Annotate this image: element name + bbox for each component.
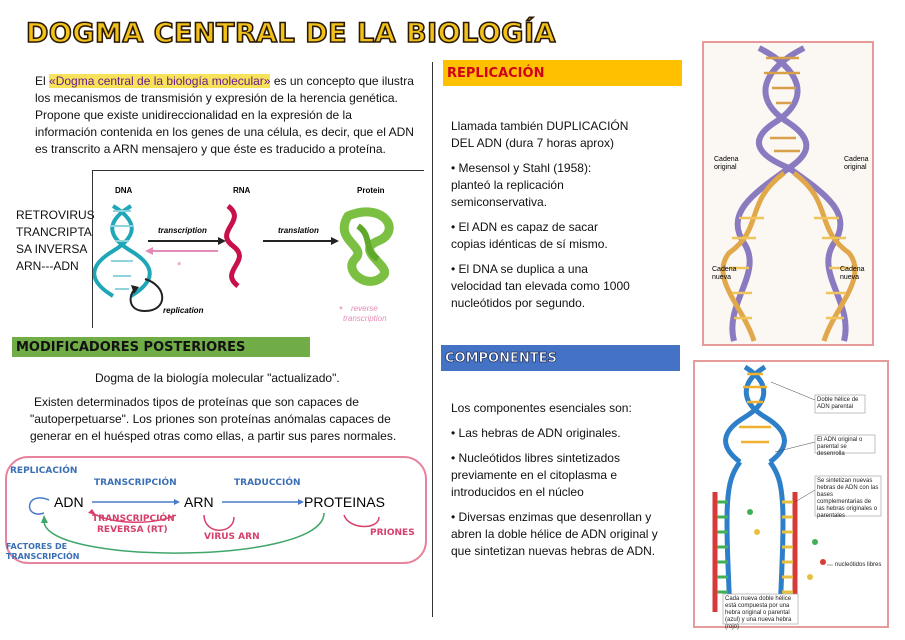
modificadores-text: Existen determinados tipos de proteínas que son capaces de "autoperpetuarse". Los priones son proteínas anómalas capaces de generar en el huésped otras como ellas, a partir sus pares normales.	[30, 395, 397, 443]
reverse-label: reverse	[351, 304, 378, 313]
translation-label: translation	[278, 226, 319, 235]
rna-label: RNA	[233, 186, 251, 195]
replicacion-item: • El DNA se duplica a una velocidad tan elevada como 1000 nucleótidos por segundo.	[451, 262, 630, 310]
free-nucleotides-caption: nucleótidos libres	[835, 562, 882, 568]
transcripcion-label: TRANSCRIPCIÓN	[94, 478, 177, 488]
cadena-original-right-l2: original	[844, 164, 867, 171]
rna-strand-icon	[227, 206, 240, 286]
retrovirus-line: RETROVIRUS	[16, 208, 95, 222]
componentes-list	[451, 400, 666, 568]
column-divider	[432, 62, 433, 617]
cadena-original-left-l1: Cadena	[714, 156, 739, 163]
dogma-figure	[92, 170, 424, 328]
reverse-transcription-label: transcription	[343, 314, 387, 323]
replicacion-item: • El ADN es capaz de sacar copias idénticas de sí mismo.	[451, 220, 608, 251]
virus-label: VIRUS ARN	[204, 532, 260, 542]
priones-label: PRIONES	[370, 528, 415, 538]
reverse-star-icon-2: *	[339, 305, 343, 316]
priones-loop-arrow	[344, 515, 379, 527]
step1-caption: Doble hélice de ADN parental	[817, 397, 859, 410]
virus-loop-arrow	[204, 515, 234, 530]
arn-node: ARN	[184, 494, 214, 510]
traduccion-label: TRADUCCIÓN	[234, 478, 301, 488]
translation-arrowhead	[331, 237, 339, 245]
componentes-item: Los componentes esenciales son:	[451, 401, 632, 415]
step2-caption: El ADN original o parental se desenrolla	[817, 437, 863, 457]
componentes-item: • Nucleótidos libres sintetizados previamente en el citoplasma e introducidos en el núcleo	[451, 451, 620, 499]
componentes-item: • Las hebras de ADN originales.	[451, 426, 621, 440]
componentes-item: • Diversas enzimas que desenrollan y abren la doble hélice de ADN original y que sintetizan nuevas hebras de ADN.	[451, 510, 658, 558]
cadena-nueva-left-l1: Cadena	[712, 266, 737, 273]
replication-loop-arrow	[30, 498, 49, 514]
adn-node: ADN	[54, 494, 84, 510]
factores-label-line2: TRANSCRIPCIÓN	[6, 552, 80, 561]
componentes-heading: COMPONENTES	[441, 345, 680, 371]
replication-figure-svg	[704, 43, 872, 344]
intro-prefix: El	[35, 74, 50, 88]
step4-caption: Cada nueva doble hélice está compuesta por una hebra original o parental (azul) y una nueva hebra (rojo)	[725, 596, 792, 630]
rt-label-line1: TRANSCRIPCIÓN	[92, 514, 175, 524]
proteinas-node: PROTEINAS	[304, 494, 385, 510]
cadena-nueva-left-l2: nueva	[712, 274, 732, 281]
replicacion-list	[451, 118, 631, 320]
cadena-original-left-l2: original	[714, 164, 737, 171]
intro-highlight: «Dogma central de la biología molecular»	[49, 74, 271, 88]
cadena-original-right-l1: Cadena	[844, 156, 869, 163]
factores-arrow	[44, 513, 324, 553]
rt-label-line2: REVERSA (RT)	[97, 525, 168, 535]
retrovirus-line: ARN---ADN	[16, 259, 79, 273]
factores-arrowhead	[41, 515, 48, 523]
modificadores-heading: MODIFICADORES POSTERIORES	[12, 337, 310, 357]
replicacion-item: • Mesensol y Stahl (1958): planteó la replicación semiconservativa.	[451, 161, 592, 209]
components-figure	[693, 360, 889, 628]
dogma-figure-svg	[93, 171, 425, 329]
cadena-nueva-right-l2: nueva	[840, 274, 860, 281]
replication-figure	[702, 41, 874, 346]
reverse-arrowhead	[145, 247, 153, 255]
transcription-label: transcription	[158, 226, 207, 235]
step3-caption: Se sintetizan nuevas hebras de ADN con las bases complementarias de las hebras originales o parentales	[817, 478, 879, 519]
retrovirus-line: SA INVERSA	[16, 242, 88, 256]
modificadores-subtitle: Dogma de la biología molecular "actualizado".	[95, 371, 340, 385]
updated-dogma-svg	[4, 455, 428, 567]
factores-label-line1: FACTORES DE	[6, 542, 68, 551]
replicacion-label: REPLICACIÓN	[10, 466, 78, 476]
page-title: DOGMA CENTRAL DE LA BIOLOGÍA	[26, 18, 556, 49]
intro-body: es un concepto que ilustra los mecanismos de transmisión y expresión de la herencia genética. Propone que existe unidireccionalidad en la expresión de la información contenida en los genes de una célula, es decir, que el ADN es transcrito a ARN mensajero y que éste es traducido a proteína.	[35, 74, 414, 156]
protein-label: Protein	[357, 186, 385, 195]
retrovirus-note	[16, 207, 96, 275]
protein-blob-icon	[344, 212, 389, 281]
updated-dogma-diagram	[4, 455, 428, 567]
dna-label: DNA	[115, 186, 133, 195]
reverse-star-icon: *	[177, 260, 182, 272]
replication-label: replication	[163, 306, 204, 315]
cadena-nueva-right-l1: Cadena	[840, 266, 865, 273]
retrovirus-line: TRANCRIPTA	[16, 225, 92, 239]
replicacion-heading: REPLICACIÓN	[443, 60, 682, 86]
replicacion-item: Llamada también DUPLICACIÓN DEL ADN (dura 7 horas aprox)	[451, 119, 629, 150]
dna-helix-icon	[94, 206, 150, 296]
intro-paragraph	[35, 73, 415, 158]
transcripcion-arrowhead	[174, 499, 180, 505]
